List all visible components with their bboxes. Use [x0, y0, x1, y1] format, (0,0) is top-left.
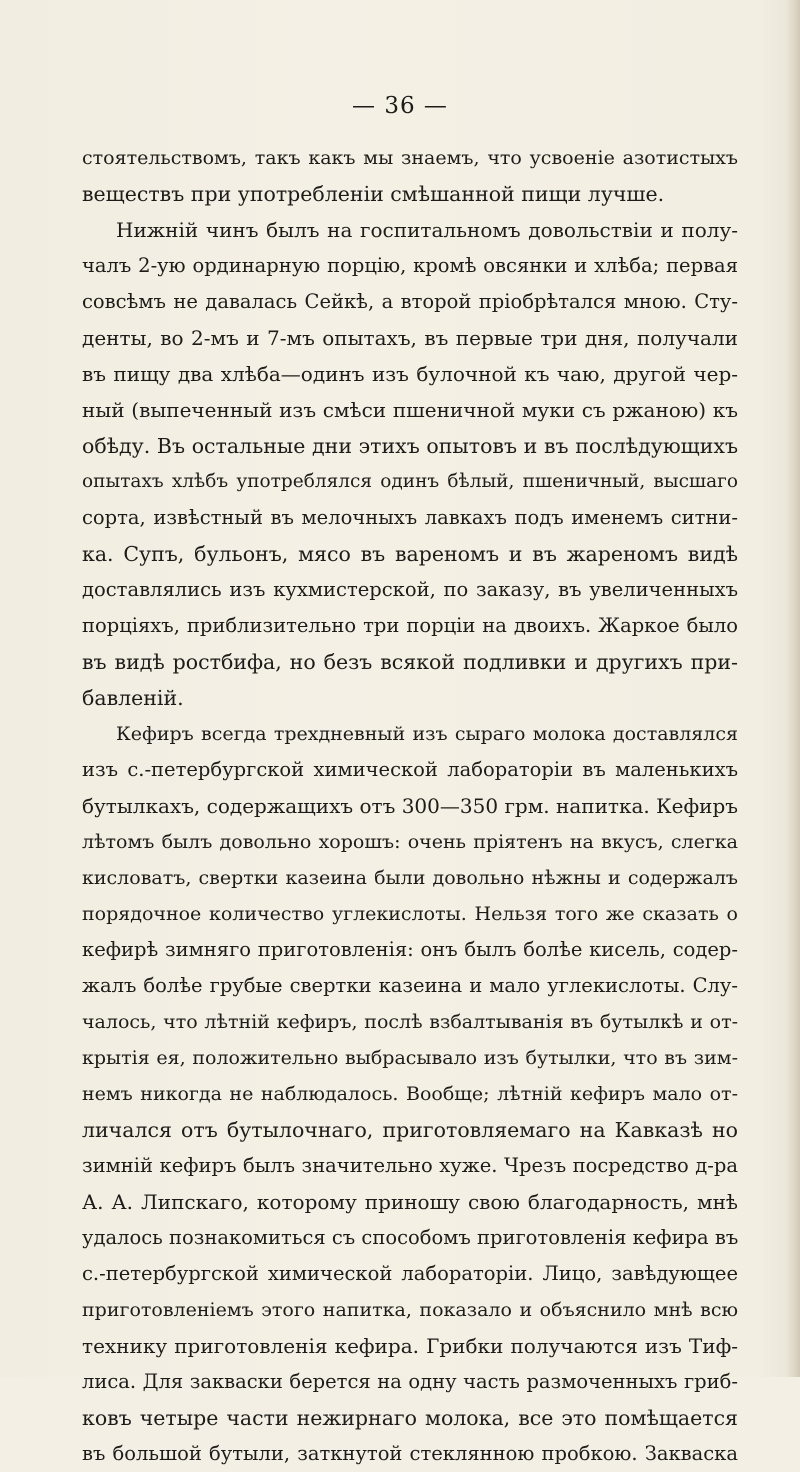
- text-line: приготовленіемъ этого напитка, показало и объяснило мнѣ всю: [82, 1299, 738, 1321]
- text-line: порціяхъ, приблизительно три порціи на двоихъ. Жаркое было: [82, 614, 738, 637]
- text-line: въ пищу два хлѣба—одинъ изъ булочной къ чаю, другой чер-: [82, 362, 738, 386]
- text-line: личался отъ бутылочнаго, приготовляемаго на Кавказѣ но: [82, 1118, 738, 1142]
- page-edge-shadow: [786, 0, 800, 1377]
- text-line: удалось познакомиться съ способомъ приготовленія кефира въ: [82, 1226, 738, 1249]
- text-line: Кефиръ всегда трехдневный изъ сыраго молока доставлялся: [116, 723, 738, 745]
- text-line: лиса. Для закваски берется на одну часть размоченныхъ гриб-: [82, 1370, 738, 1393]
- text-line: веществъ при употребленіи смѣшанной пищи лучше.: [82, 182, 665, 206]
- text-line: въ видѣ ростбифа, но безъ всякой подливки и другихъ при-: [82, 650, 738, 674]
- text-line: кисловатъ, свертки казеина были довольно нѣжны и содержалъ: [82, 867, 738, 889]
- text-line: доставлялись изъ кухмистерской, по заказу, въ увеличенныхъ: [82, 578, 738, 601]
- text-line: бавленій.: [82, 686, 184, 710]
- text-line: порядочное количество углекислоты. Нельзя того же сказать о: [82, 903, 738, 925]
- text-line: ковъ четыре части нежирнаго молока, все это помѣщается: [82, 1406, 738, 1430]
- text-line: бутылкахъ, содержащихъ отъ 300—350 грм. напитка. Кефиръ: [82, 794, 738, 818]
- text-line: денты, во 2-мъ и 7-мъ опытахъ, въ первые три дня, получали: [82, 326, 738, 350]
- text-line: крытія ея, положительно выбрасывало изъ бутылки, что въ зим-: [82, 1047, 738, 1069]
- text-line: немъ никогда не наблюдалось. Вообще; лѣтній кефиръ мало от-: [82, 1083, 738, 1105]
- text-line: А. А. Липскаго, которому приношу свою благодарность, мнѣ: [82, 1190, 738, 1214]
- text-line: чалось, что лѣтній кефиръ, послѣ взбалтыванія въ бутылкѣ и от-: [82, 1011, 738, 1033]
- text-line: лѣтомъ былъ довольно хорошъ: очень пріятенъ на вкусъ, слегка: [82, 831, 738, 853]
- text-line: обѣду. Въ остальные дни этихъ опытовъ и въ послѣдующихъ: [82, 434, 738, 458]
- body-text: [82, 140, 738, 1472]
- text-line: чалъ 2-ую ординарную порцію, кромѣ овсянки и хлѣба; первая: [82, 254, 738, 277]
- text-line: технику приготовленія кефира. Грибки получаются изъ Тиф-: [82, 1334, 738, 1358]
- text-line: опытахъ хлѣбъ употреблялся одинъ бѣлый, пшеничный, высшаго: [82, 471, 738, 492]
- text-line: жалъ болѣе грубые свертки казеина и мало углекислоты. Слу-: [82, 974, 738, 997]
- text-line: въ большой бутыли, заткнутой стеклянною пробкою. Закваска: [82, 1442, 738, 1465]
- text-line: изъ с.-петербургской химической лабораторіи въ маленькихъ: [82, 758, 738, 781]
- text-line: с.-петербургской химической лабораторіи. Лицо, завѣдующее: [82, 1262, 738, 1285]
- page-number: — 36 —: [352, 93, 448, 119]
- text-line: совсѣмъ не давалась Сейкѣ, а второй пріобрѣтался мною. Сту-: [82, 290, 738, 313]
- text-line: ка. Супъ, бульонъ, мясо въ вареномъ и въ жареномъ видѣ: [82, 542, 738, 566]
- text-line: стоятельствомъ, такъ какъ мы знаемъ, что усвоеніе азотистыхъ: [82, 147, 738, 169]
- text-line: зимній кефиръ былъ значительно хуже. Чрезъ посредство д-ра: [82, 1154, 738, 1177]
- text-line: ный (выпеченный изъ смѣси пшеничной муки съ ржаною) къ: [82, 398, 738, 422]
- text-line: кефирѣ зимняго приготовленія: онъ былъ болѣе кисель, содер-: [82, 938, 738, 961]
- text-line: Нижній чинъ былъ на госпитальномъ довольствіи и полу-: [116, 218, 738, 242]
- text-line: сорта, извѣстный въ мелочныхъ лавкахъ подъ именемъ ситни-: [82, 506, 738, 529]
